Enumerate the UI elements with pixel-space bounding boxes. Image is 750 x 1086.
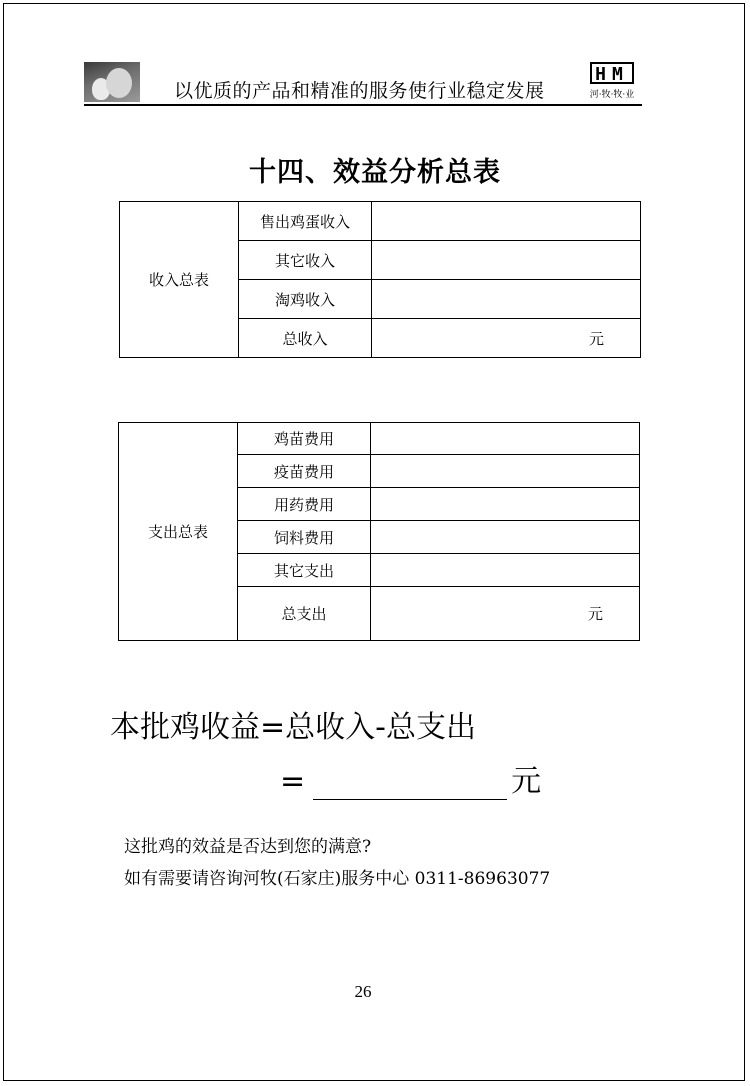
income-row-label: 淘鸡收入 <box>239 280 372 319</box>
expense-row-label: 鸡苗费用 <box>238 423 371 455</box>
profit-formula: 本批鸡收益=总收入-总支出 <box>110 710 476 745</box>
page-title: 十四、效益分析总表 <box>249 157 501 188</box>
expense-row-value[interactable] <box>371 521 640 554</box>
expense-summary-table <box>118 422 640 641</box>
page-number: 26 <box>354 982 372 1001</box>
chick-and-egg-photo <box>84 62 140 102</box>
expense-row-value[interactable] <box>371 488 640 521</box>
expense-row-label: 其它支出 <box>238 554 371 587</box>
page-header <box>84 62 644 106</box>
expense-row-value[interactable] <box>371 554 640 587</box>
income-row-value[interactable] <box>372 241 641 280</box>
profit-blank[interactable] <box>313 771 507 800</box>
income-row-label: 售出鸡蛋收入 <box>239 202 372 241</box>
expense-total-label: 总支出 <box>238 587 371 641</box>
expense-group-label: 支出总表 <box>119 423 238 641</box>
hm-logo <box>584 62 640 100</box>
income-total-value[interactable]: 元 <box>372 319 641 358</box>
profit-unit: 元 <box>511 764 542 799</box>
expense-row-label: 疫苗费用 <box>238 455 371 488</box>
expense-row-label: 饲料费用 <box>238 521 371 554</box>
logo-letters: HM <box>590 62 634 84</box>
expense-row-label: 用药费用 <box>238 488 371 521</box>
profit-result-line <box>280 756 541 800</box>
income-row-value[interactable] <box>372 280 641 319</box>
income-total-label: 总收入 <box>239 319 372 358</box>
income-group-label: 收入总表 <box>120 202 239 358</box>
contact-info: 如有需要请咨询河牧(石家庄)服务中心 0311-86963077 <box>124 869 551 889</box>
logo-subtitle: 河·牧·牧·业 <box>589 90 635 100</box>
chick-shape <box>106 68 132 98</box>
header-divider <box>84 104 642 106</box>
equals-sign: = <box>280 764 306 799</box>
satisfaction-question: 这批鸡的效益是否达到您的满意? <box>124 837 372 857</box>
income-summary-table <box>119 201 641 358</box>
income-row-label: 其它收入 <box>239 241 372 280</box>
header-slogan: 以优质的产品和精准的服务使行业稳定发展 <box>174 80 545 102</box>
expense-row-value[interactable] <box>371 455 640 488</box>
expense-total-value[interactable]: 元 <box>371 587 640 641</box>
expense-row-value[interactable] <box>371 423 640 455</box>
income-row-value[interactable] <box>372 202 641 241</box>
